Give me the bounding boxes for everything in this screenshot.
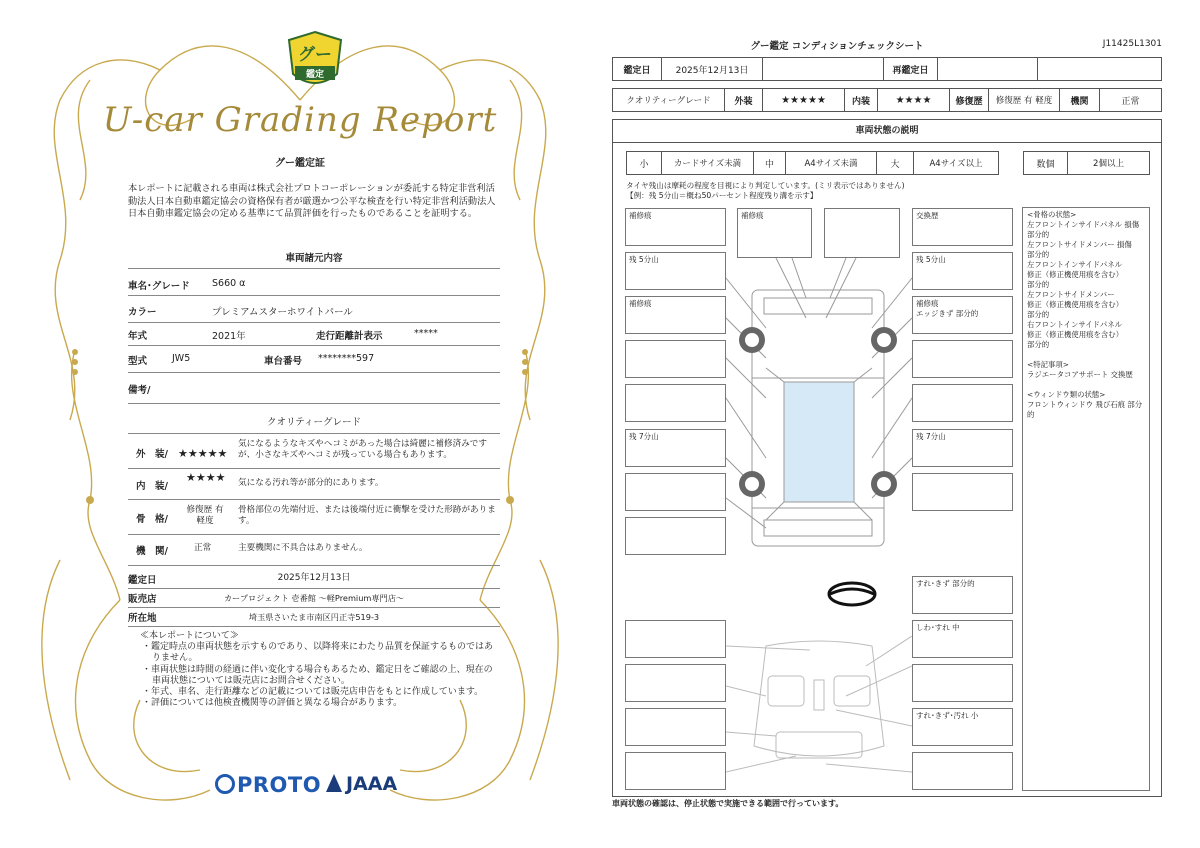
year-label: 年式 <box>128 331 148 342</box>
size-large-label: 大 <box>876 151 914 175</box>
note-item: ・鑑定時点の車両状態を示すものであり、以降将来にわたり品質を保証するものではありません。 <box>142 642 494 664</box>
remark-line: <ウィンドウ類の状態> <box>1027 390 1106 399</box>
engine-label: 機関 <box>1059 88 1100 112</box>
size-medium-label: 中 <box>753 151 786 175</box>
grade-row-exterior <box>128 434 500 469</box>
spec-heading: 車両諸元内容 <box>285 253 343 264</box>
model-label: 型式 <box>128 356 148 367</box>
model-value: JW5 <box>172 353 191 364</box>
tire-note-1: タイヤ残山は摩耗の程度を目視により判定しています。(ミリ表示ではありません) <box>626 181 905 190</box>
shop-row <box>128 589 500 608</box>
remark-line: 左フロントインサイドパネル <box>1027 260 1123 269</box>
remark-line: 部分的 <box>1027 250 1050 259</box>
remark-line: 左フロントインサイドパネル 損傷 <box>1027 220 1140 229</box>
grade-row-interior <box>128 469 500 500</box>
interior-box <box>912 752 1013 790</box>
remark-line <box>1027 350 1145 360</box>
note-item: ・年式、車名、走行距離などの記載については販売店申告をもとに作成しています。 <box>142 687 484 698</box>
exterior-desc: 気になるようなキズやヘコミがあった場合は綺麗に補修済みですが、小さなキズやヘコミが残っている場合もあります。 <box>238 439 487 460</box>
spec-row-name <box>128 269 500 296</box>
remark-line: ラジエータコアサポート 交換歴 <box>1027 370 1133 379</box>
spec-row-remarks <box>128 373 500 404</box>
sheet-title: グー鑑定 コンディションチェックシート <box>750 41 924 52</box>
interior-box <box>912 664 1013 702</box>
shop-value: カープロジェクト 壱番館 ～軽Premium専門店～ <box>223 593 405 603</box>
exterior-stars: ★★★★★ <box>178 447 228 460</box>
date-row <box>128 566 500 589</box>
steering-wheel-icon <box>826 580 878 608</box>
spec-row-model <box>128 346 500 373</box>
quality-grade-label: クオリティーグレード <box>612 88 725 112</box>
interior-box <box>625 664 726 702</box>
condition-heading: 車両状態の説明 <box>612 119 1162 143</box>
remark-line: 部分的 <box>1027 310 1050 319</box>
spec-row-year <box>128 323 500 346</box>
damage-box: 補修痕 <box>625 296 726 334</box>
remark-line: フロントウィンドウ 飛び石痕 部分的 <box>1027 400 1143 419</box>
color-value: プレミアムスターホワイトパール <box>212 307 353 318</box>
damage-box: 残 5分山 <box>625 252 726 290</box>
exterior-label: 外装 <box>724 88 763 112</box>
grade-row-frame <box>128 500 500 535</box>
damage-box <box>625 473 726 511</box>
car-top-view-diagram <box>726 258 912 558</box>
interior-box: しわ･すれ 中 <box>912 620 1013 658</box>
color-label: カラー <box>128 307 157 318</box>
remark-line: <骨格の状態> <box>1027 210 1077 219</box>
interior-box <box>625 708 726 746</box>
interior-label: 内 装/ <box>136 481 168 492</box>
exterior-value: ★★★★★ <box>762 88 845 112</box>
certificate-heading: グー鑑定証 <box>275 158 325 169</box>
damage-box: 交換歴 <box>912 208 1013 246</box>
note-item: ・評価については他検査機関等の評価と異なる場合があります。 <box>142 698 403 709</box>
mileage-label: 走行距離計表示 <box>316 331 383 342</box>
date-value: 2025年12月13日 <box>277 573 351 583</box>
damage-box <box>912 340 1013 378</box>
jaaa-logo-text: JAAA <box>346 773 398 795</box>
grade-row-engine <box>128 535 500 566</box>
frame-label: 骨 格/ <box>136 514 168 525</box>
damage-box <box>824 208 900 258</box>
sheet-footer: 車両状態の確認は、停止状態で実施できる範囲で行っています。 <box>612 799 844 808</box>
damage-box <box>625 517 726 555</box>
date-label: 鑑定日 <box>128 575 157 586</box>
interior-box: すれ･きず･汚れ 小 <box>912 708 1013 746</box>
chassis-label: 車台番号 <box>264 356 303 367</box>
address-row <box>128 608 500 627</box>
date-label: 鑑定日 <box>612 57 662 81</box>
year-value: 2021年 <box>212 331 246 342</box>
report-title: U-car Grading Report <box>102 100 498 140</box>
name-label: 車名･グレード <box>128 281 190 292</box>
damage-box <box>912 473 1013 511</box>
count-label: 数個 <box>1023 151 1068 175</box>
mileage-value: ***** <box>414 328 438 339</box>
repair-label: 修復歴 <box>949 88 989 112</box>
size-small-desc: カードサイズ未満 <box>661 151 754 175</box>
remark-line: 左フロントサイドメンバー 損傷 <box>1027 240 1132 249</box>
certificate-statement: 本レポートに記載される車両は株式会社プロトコーポレーションが委託する特定非営利活動法人日本自動車鑑定協会の資格保有者が厳選かつ公平な検査を行い特定非営利活動法人日本自動車鑑定協会の定める基準にて品質評価を行ったものであることを証明する。 <box>128 183 496 219</box>
remark-line: 左フロントサイドメンバー <box>1027 290 1115 299</box>
frame-desc: 骨格部位の先端付近、または後端付近に衝撃を受けた形跡があります。 <box>238 505 496 526</box>
proto-mark-icon <box>215 774 235 794</box>
chassis-value: ********597 <box>318 353 375 364</box>
damage-box: 残 7分山 <box>625 429 726 467</box>
damage-box: 残 7分山 <box>912 429 1013 467</box>
date-value: 2025年12月13日 <box>661 57 763 81</box>
address-value: 埼玉県さいたま市南区円正寺519-3 <box>248 612 380 622</box>
remark-line: 修正（修正機使用痕を含む） <box>1027 300 1124 309</box>
proto-logo <box>215 773 321 797</box>
remark-line: 右フロントインサイドパネル <box>1027 320 1123 329</box>
remark-line: <特記事項> <box>1027 360 1069 369</box>
engine-label: 機 関/ <box>136 546 168 557</box>
blank-cell <box>1037 57 1162 81</box>
blank-cell <box>762 57 884 81</box>
address-label: 所在地 <box>128 613 157 624</box>
remark-line: 部分的 <box>1027 230 1050 239</box>
note-item: ・車両状態は時間の経過に伴い変化する場合もあるため、鑑定日をご確認の上、現在の車両状態については販売店にお問合せください。 <box>142 664 493 686</box>
remark-line: 部分的 <box>1027 280 1050 289</box>
remark-line: 部分的 <box>1027 340 1050 349</box>
sheet-id: J11425L1301 <box>1102 39 1162 49</box>
damage-box: 補修痕 <box>737 208 812 258</box>
interior-stars: ★★★★ <box>186 471 226 484</box>
spec-row-color <box>128 296 500 323</box>
damage-box <box>625 340 726 378</box>
size-large-desc: A4サイズ以上 <box>913 151 999 175</box>
report-notes <box>140 631 500 709</box>
jaaa-logo <box>326 773 397 795</box>
engine-value: 正常 <box>1099 88 1162 112</box>
grade-heading: クオリティーグレード <box>266 417 362 428</box>
interior-box <box>625 620 726 658</box>
interior-box <box>625 752 726 790</box>
notes-heading: ≪本レポートについて≫ <box>140 631 239 641</box>
damage-box <box>625 384 726 422</box>
exterior-label: 外 装/ <box>136 449 168 460</box>
engine-desc: 主要機関に不具合はありません。 <box>238 543 368 553</box>
redate-label: 再鑑定日 <box>883 57 938 81</box>
redate-value <box>937 57 1038 81</box>
remark-line: 修正（修正機使用痕を含む） <box>1027 270 1124 279</box>
remarks-label: 備考/ <box>128 385 151 396</box>
interior-label: 内装 <box>844 88 878 112</box>
proto-logo-text: PROTO <box>237 773 322 797</box>
engine-value: 正常 <box>194 543 212 553</box>
count-desc: 2個以上 <box>1067 151 1150 175</box>
shop-label: 販売店 <box>128 594 157 605</box>
condition-remarks <box>1022 207 1150 791</box>
damage-box <box>912 384 1013 422</box>
damage-box: 残 5分山 <box>912 252 1013 290</box>
remark-line: 修正（修正機使用痕を含む） <box>1027 330 1124 339</box>
interior-box: すれ･きず 部分的 <box>912 576 1013 614</box>
car-interior-diagram <box>726 636 912 786</box>
repair-value: 修復歴 有 軽度 <box>988 88 1060 112</box>
damage-box: 補修痕 <box>625 208 726 246</box>
interior-desc: 気になる汚れ等が部分的にあります。 <box>238 478 384 488</box>
badge-top-text: グー <box>298 45 332 65</box>
frame-value: 修復歴 有 軽度 <box>186 505 224 526</box>
name-value: S660 α <box>212 278 246 289</box>
tire-note-2: 【例：残 5分山＝概ね50パーセント程度残り溝を示す】 <box>626 191 818 200</box>
goo-kantei-badge <box>287 30 343 92</box>
badge-bottom-text: 鑑定 <box>305 70 324 80</box>
interior-value: ★★★★ <box>877 88 950 112</box>
size-small-label: 小 <box>626 151 662 175</box>
size-medium-desc: A4サイズ未満 <box>785 151 877 175</box>
remark-line <box>1027 380 1145 390</box>
damage-box: 補修痕 エッジきず 部分的 <box>912 296 1013 334</box>
jaaa-mark-icon <box>326 774 342 792</box>
